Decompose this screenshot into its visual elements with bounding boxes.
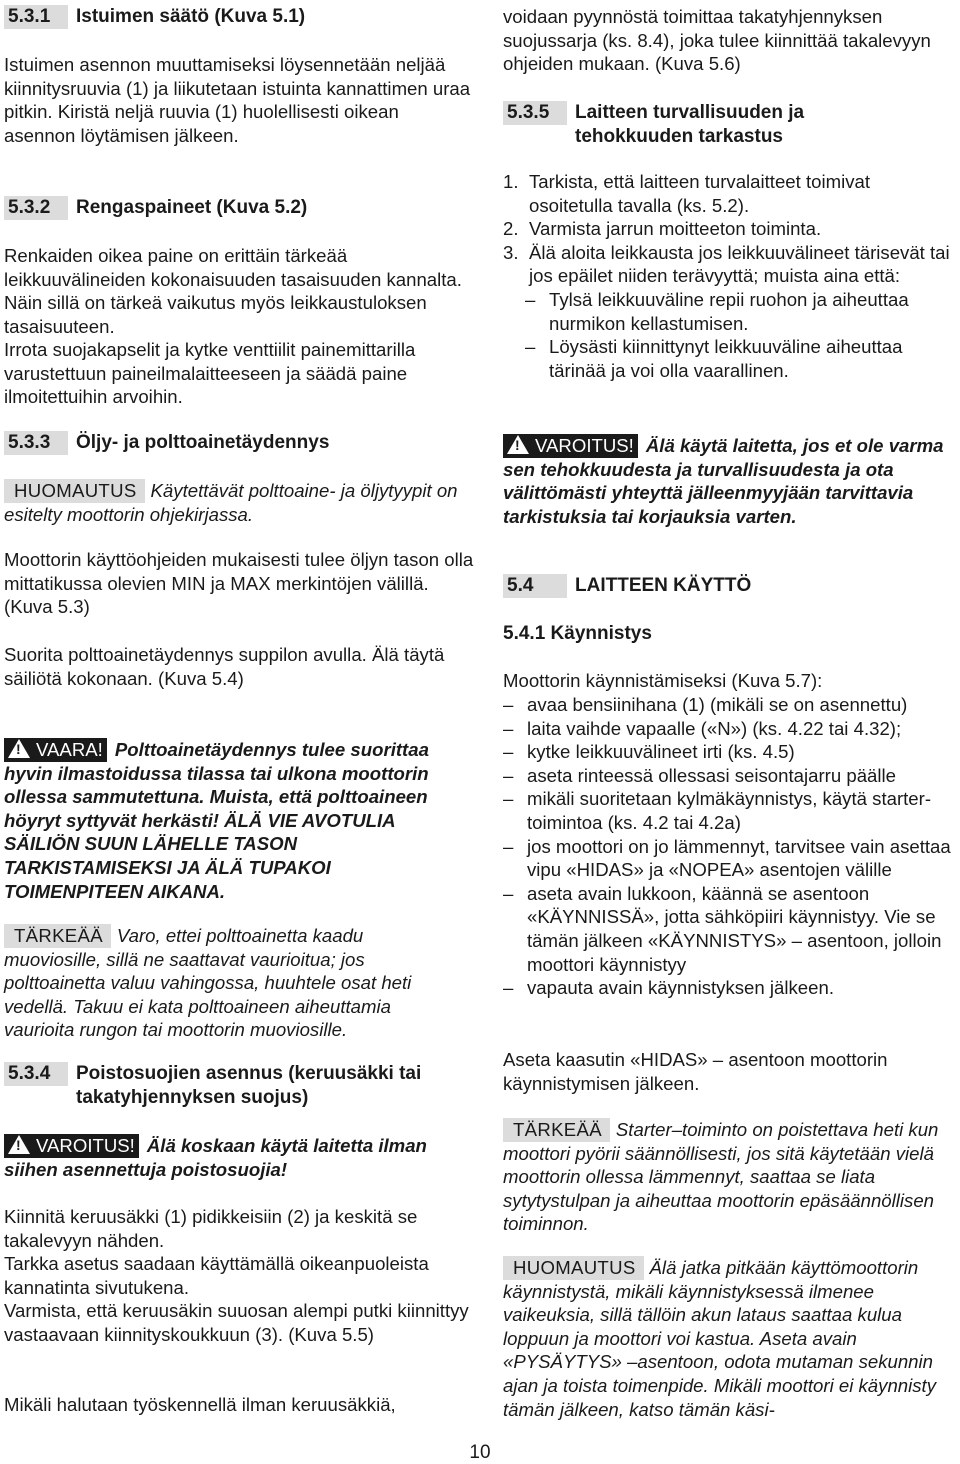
list-item: – kytke leikkuuvälineet irti (ks. 4.5)	[503, 740, 958, 764]
list-item: 2. Varmista jarrun moitteeton toiminta.	[503, 218, 822, 240]
paragraph-throttle: Aseta kaasutin «HIDAS» – asentoon moottorin käynnistymisen jälkeen.	[503, 1049, 888, 1094]
warning-badge	[503, 434, 638, 458]
warning-discharge-guards	[4, 1134, 444, 1181]
warning-triangle-icon	[507, 435, 529, 454]
safety-check-list	[503, 170, 958, 382]
list-item: 1. Tarkista, että laitteen turvalaitteet toimivat osoitetulla tavalla (ks. 5.2).	[503, 171, 871, 216]
important-text: Starter–toiminto on poistettava heti kun moottori pyörii säännöllisesti, jos sitä käytetään vielä moottorin ollessa lämmennyt, saattaa se liata sytytystulpan ja aiheuttaa moottorin epäsäännöllisen toiminnon.	[503, 1119, 939, 1235]
important-starter	[503, 1118, 955, 1236]
paragraph-bag-alignment: Tarkka asetus saadaan käyttämällä oikeanpuoleista kannatinta sivutukena.	[4, 1253, 429, 1298]
section-heading-5-3-4	[4, 1062, 474, 1110]
page-number: 10	[469, 1442, 491, 1463]
paragraph-bag-hook: Varmista, että keruusäkin suuosan alempi putki kiinnittyy vastaavaan kiinnityskoukkuun (3). (Kuva 5.5)	[4, 1300, 469, 1345]
list-item: – vapauta avain käynnistyksen jälkeen.	[503, 976, 958, 1000]
important-fuel-spill	[4, 924, 459, 1042]
sub-list	[525, 288, 958, 382]
section-number: 5.3.2	[4, 196, 68, 220]
list-item: – jos moottori on jo lämmennyt, tarvitsee vain asettaa vipu «HIDAS» ja «NOPEA» asentojen välille	[503, 835, 958, 882]
danger-badge	[4, 738, 107, 762]
paragraph-seat-adjustment: Istuimen asennon muuttamiseksi löysennetään neljää kiinnitysruuvia (1) ja liikutetaan istuinta kannattimen uraa pitkin. Kiristä neljä ruuvia (1) huolellisesti oikean asennon löytämisen jälkeen.	[4, 54, 471, 146]
list-item: – Löysästi kiinnittynyt leikkuuväline aiheuttaa tärinää ja voi olla vaarallinen.	[525, 335, 958, 382]
important-text: Varo, ettei polttoainetta kaadu muoviosille, sillä ne saattavat vaurioitua; jos polttoainetta valuu vahingossa, huuhtele osat heti vedellä. Takuu ei kata polttoaineen aiheuttamia vaurioita rungon tai moottorin muoviosille.	[4, 925, 412, 1041]
section-title: Poistosuojien asennus (keruusäkki tai takatyhjennyksen suojus)	[76, 1063, 422, 1108]
subsection-heading-5-4-1: 5.4.1 Käynnistys	[503, 623, 652, 644]
note-tag: HUOMAUTUS	[503, 1256, 644, 1280]
warning-label: VAROITUS!	[36, 1135, 135, 1156]
list-item: – aseta avain lukkoon, käännä se asentoon «KÄYNNISSÄ», jotta sähköpiiri käynnistyy. Vie se tämän jälkeen «KÄYNNISTYS» – asentoon, jolloin moottori käynnistyy	[503, 882, 958, 976]
section-heading-5-3-2	[4, 196, 474, 220]
paragraph-attach-bag: Kiinnitä keruusäkki (1) pidikkeisiin (2) ja keskitä se takalevyyn nähden.	[4, 1206, 418, 1251]
section-heading-5-3-5	[503, 101, 958, 149]
section-title: Laitteen turvallisuuden ja tehokkuuden tarkastus	[575, 102, 805, 147]
warning-triangle-icon	[8, 1135, 30, 1154]
section-heading-5-4	[503, 574, 958, 598]
paragraph-tire-valves: Irrota suojakapselit ja kytke venttiilit painemittarilla varustettuun paineilmalaitteeseen ja säädä paine ilmoitettuihin arvoihin.	[4, 339, 416, 408]
important-tag: TÄRKEÄÄ	[503, 1118, 610, 1142]
list-item: – aseta rinteessä ollessasi seisontajarru päälle	[503, 764, 958, 788]
paragraph-without-bag: Mikäli halutaan työskennellä ilman keruusäkkiä,	[4, 1394, 396, 1415]
warning-text: Älä koskaan käytä laitetta ilman siihen asennettuja poistosuojia!	[4, 1135, 427, 1180]
start-steps-list	[503, 693, 958, 1000]
important-tag: TÄRKEÄÄ	[4, 924, 111, 948]
note-battery	[503, 1256, 955, 1421]
paragraph-tire-pressure: Renkaiden oikea paine on erittäin tärkeää leikkuuvälineiden kokonaisuuden tasaisuuden kannalta. Näin sillä on tärkeä vaikutus myös leikkaustuloksen tasaisuuteen.	[4, 245, 462, 337]
warning-badge	[4, 1134, 139, 1158]
danger-label: VAARA!	[36, 739, 103, 760]
list-item: – laita vaihde vapaalle («N») (ks. 4.22 tai 4.32);	[503, 717, 958, 741]
section-title: Öljy- ja polttoainetäydennys	[76, 432, 330, 453]
note-tag: HUOMAUTUS	[4, 479, 145, 503]
note-text: Älä jatka pitkään käyttömoottorin käynnistystä, mikäli käynnistyksessä ilmenee vaikeuksia, sillä tällöin akun lataus saattaa kulua loppuun ja moottori voi kastua. Aseta avain «PYSÄYTYS» –asentoon, odota mutaman sekunnin ajan ja toista toimenpide. Mikäli moottori ei käynnisty tämän jälkeen, katso tämän käsi-	[503, 1257, 937, 1420]
warning-safety-check	[503, 434, 951, 528]
warning-label: VAROITUS!	[535, 435, 634, 456]
section-number: 5.4	[503, 574, 567, 598]
paragraph-oil-level: Moottorin käyttöohjeiden mukaisesti tulee öljyn tason olla mittatikussa olevien MIN ja MAX merkintöjen välillä. (Kuva 5.3)	[4, 549, 474, 618]
note-fuel-types	[4, 479, 474, 526]
danger-warning-fuel	[4, 738, 466, 903]
warning-text: Älä käytä laitetta, jos et ole varma sen tehokkuudesta ja turvallisuudesta ja ota välittömästi yhteyttä jälleenmyyjään tarvittavia tarkistuksia tai korjauksia varten.	[503, 435, 944, 527]
list-item: – avaa bensiinihana (1) (mikäli se on asennettu)	[503, 693, 958, 717]
section-heading-5-3-1	[4, 5, 474, 29]
note-text: Käytettävät polttoaine- ja öljytyypit on esitelty moottorin ohjekirjassa.	[4, 480, 458, 525]
section-number: 5.3.4	[4, 1062, 68, 1086]
paragraph-start-intro: Moottorin käynnistämiseksi (Kuva 5.7):	[503, 670, 823, 691]
paragraph-fuel-fill: Suorita polttoainetäydennys suppilon avulla. Älä täytä säiliötä kokonaan. (Kuva 5.4)	[4, 644, 445, 689]
list-item: – Tylsä leikkuuväline repii ruohon ja aiheuttaa nurmikon kellastumisen.	[525, 288, 958, 335]
section-number: 5.3.5	[503, 101, 567, 125]
section-title: Istuimen säätö (Kuva 5.1)	[76, 6, 306, 27]
danger-text: Polttoainetäydennys tulee suorittaa hyvin ilmastoidussa tilassa tai ulkona moottorin ollessa sammutettuna. Muista, että polttoaineen höyryt syttyvät herkästi! ÄLÄ VIE AVOTULIA SÄILIÖN SUUN LÄHELLE TASON TARKISTAMISEKSI JA ÄLÄ TUPAKOI TOIMENPITEEN AIKANA.	[4, 739, 429, 902]
section-heading-5-3-3	[4, 431, 474, 455]
section-title: Rengaspaineet (Kuva 5.2)	[76, 197, 308, 218]
paragraph-rear-discharge-kit: voidaan pyynnöstä toimittaa takatyhjennyksen suojussarja (ks. 8.4), joka tulee kiinnittää takalevyyn ohjeiden mukaan. (Kuva 5.6)	[503, 6, 931, 75]
warning-triangle-icon	[8, 739, 30, 758]
list-item: 3. Älä aloita leikkausta jos leikkuuvälineet tärisevät tai jos epäilet niiden terävyyttä; muista aina että: – Tylsä leikkuuväline repii ruohon ja aiheuttaa nurmikon kellastumisen. – Löysästi kiinnittynyt leikkuuväline aiheuttaa tärinää ja voi olla vaarallinen.	[503, 241, 958, 383]
section-title: LAITTEEN KÄYTTÖ	[575, 575, 752, 596]
section-number: 5.3.1	[4, 5, 68, 29]
list-item: – mikäli suoritetaan kylmäkäynnistys, käytä starter-toimintoa (ks. 4.2 tai 4.2a)	[503, 787, 958, 834]
section-number: 5.3.3	[4, 431, 68, 455]
